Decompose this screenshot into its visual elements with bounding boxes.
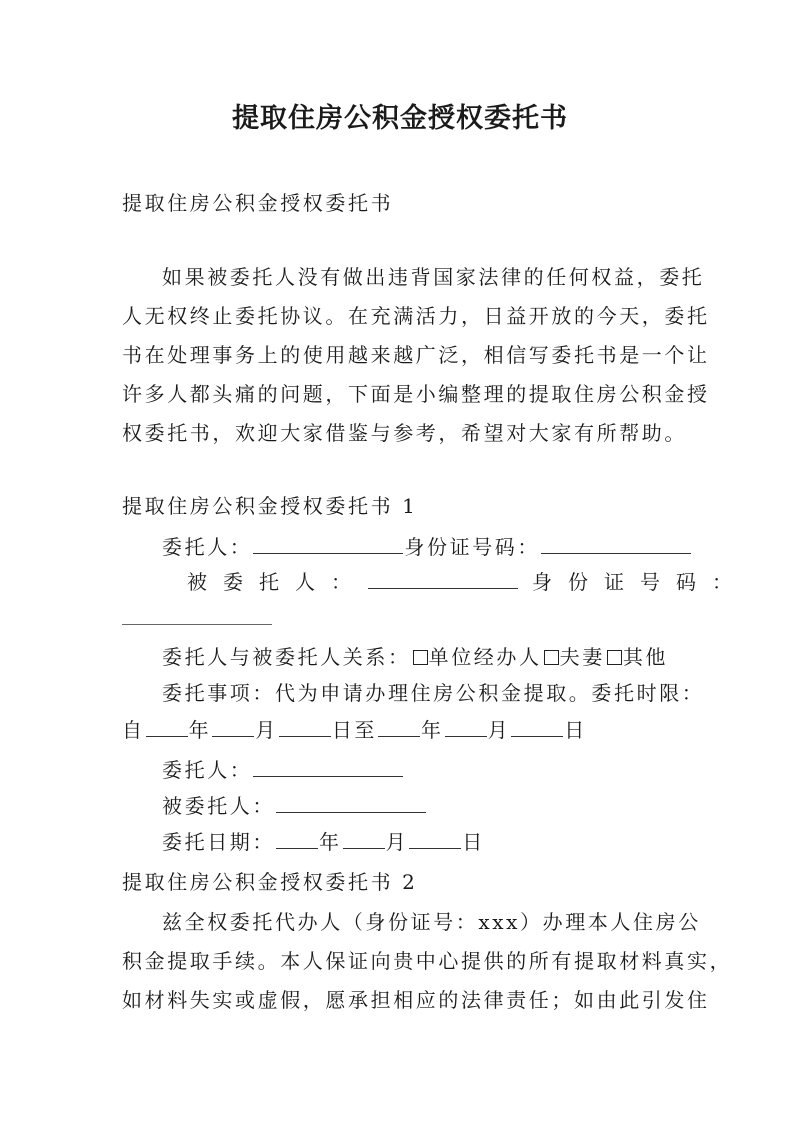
to-month-blank[interactable] [445,716,487,737]
to-year-blank[interactable] [378,716,420,737]
sign-agent-label: 被委托人： [162,794,275,818]
date-day-label: 日 [462,830,485,854]
intro-line-1: 如果被委托人没有做出违背国家法律的任何权益，委托 [162,265,705,289]
date-month-blank[interactable] [343,828,385,849]
from-month-blank[interactable] [212,716,254,737]
intro-line-5: 权委托书，欢迎大家借鉴与参考，希望对大家有所帮助。 [122,421,687,445]
period-from: 自 [122,718,145,742]
date-label: 委托日期： [162,830,275,854]
relation-row [162,642,668,672]
sign-agent-row [162,791,427,821]
section1-heading: 提取住房公积金授权委托书 1 [122,494,418,518]
section2-line-1: 兹全权委托代办人（身份证号：xxx）办理本人住房公 [162,910,701,934]
document-title: 提取住房公积金授权委托书 [232,103,568,134]
sign-agent-blank[interactable] [276,792,426,813]
section2-line-2: 积金提取手续。本人保证向贵中心提供的所有提取材料真实， [122,949,733,973]
section2-line-3: 如材料失实或虚假，愿承担相应的法律责任；如由此引发住 [122,988,710,1012]
from-year-blank[interactable] [146,716,188,737]
relation-option-other: 其他 [622,645,669,669]
checkbox-spouse[interactable] [544,650,559,665]
intro-line-2: 人无权终止委托协议。在充满活力，日益开放的今天，委托 [122,304,710,328]
agent-id-label: 身份证号码： [532,570,748,594]
intro-line-3: 书在处理事务上的使用越来越广泛，相信写委托书是一个让 [122,343,710,367]
checkbox-unit-handler[interactable] [413,650,428,665]
agent-id-blank[interactable] [122,624,272,625]
sign-principal-blank[interactable] [253,756,403,777]
to-day-blank[interactable] [511,716,563,737]
principal-id-row [162,532,692,562]
checkbox-other[interactable] [607,650,622,665]
relation-label: 委托人与被委托人关系： [162,645,411,669]
period-row [122,715,587,745]
date-row [162,827,485,857]
sign-principal-label: 委托人： [162,758,253,782]
agent-blank[interactable] [368,568,518,589]
date-day-blank[interactable] [409,828,461,849]
principal-id-label: 身份证号码： [404,535,541,559]
intro-line-4: 许多人都头痛的问题，下面是小编整理的提取住房公积金授 [122,382,710,406]
relation-option-spouse: 夫妻 [559,645,605,669]
principal-blank[interactable] [253,533,403,554]
from-year-label: 年 [188,718,212,742]
principal-label: 委托人： [162,535,253,559]
to-month-label: 月 [487,718,511,742]
to-day-label: 日 [564,718,587,742]
date-month-label: 月 [385,830,409,854]
from-day-blank[interactable] [279,716,331,737]
relation-option-unit-handler: 单位经办人 [428,645,542,669]
date-year-blank[interactable] [276,828,318,849]
to-year-label: 年 [421,718,444,742]
date-year-label: 年 [319,830,342,854]
sign-principal-row [162,755,404,785]
from-month-label: 月 [255,718,278,742]
section2-heading: 提取住房公积金授权委托书 2 [122,870,418,894]
document-subtitle: 提取住房公积金授权委托书 [122,191,394,215]
day-to-label: 日至 [331,718,378,742]
matter-line: 委托事项：代为申请办理住房公积金提取。委托时限： [162,681,705,705]
agent-id-row [187,567,748,597]
principal-id-blank[interactable] [541,533,691,554]
agent-label: 被委托人： [187,570,367,594]
